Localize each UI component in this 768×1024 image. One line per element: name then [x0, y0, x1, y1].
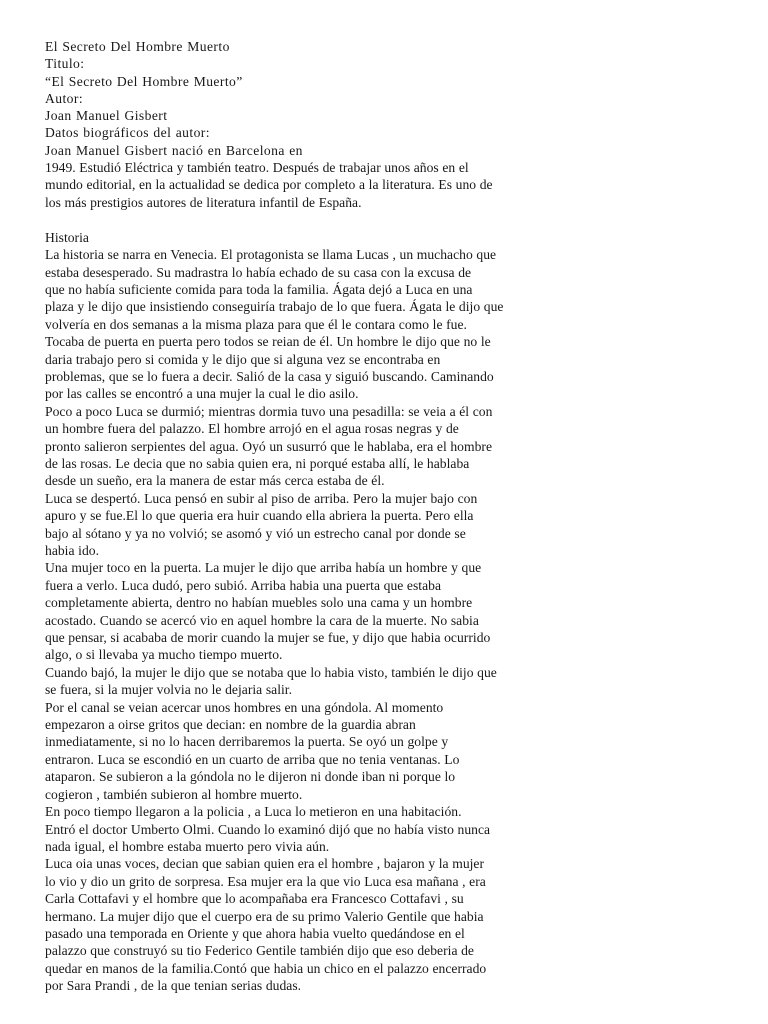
text-line: Carla Cottafavi y el hombre que lo acompañaba era Francesco Cottafavi , su	[45, 891, 464, 907]
text-line: Cuando bajó, la mujer le dijo que se notaba que lo habia visto, también le dijo que	[45, 664, 497, 680]
text-line: Poco a poco Luca se durmió; mientras dormia tuvo una pesadilla: se veia a él con	[45, 403, 493, 419]
text-line: La historia se narra en Venecia. El protagonista se llama Lucas , un muchacho que	[45, 247, 497, 263]
text-line: volvería en dos semanas a la misma plaza para que él le contara como le fue.	[45, 316, 467, 332]
text-line: algo, o si llevaba ya mucho tiempo muerto.	[45, 647, 283, 663]
document-text-body	[45, 38, 590, 995]
text-line: estaba desesperado. Su madrastra lo había echado de su casa con la excusa de	[45, 264, 472, 280]
text-line: Luca oia unas voces, decian que sabian quien era el hombre , bajaron y la mujer	[45, 856, 485, 872]
bio-line-1: Joan Manuel Gisbert nació en Barcelona en	[45, 142, 303, 158]
text-line: acostado. Cuando se acercó vio en aquel hombre la cara de la muerte. No sabia	[45, 612, 479, 628]
story-paragraph	[45, 803, 590, 855]
label-titulo: Titulo:	[45, 56, 85, 72]
story-paragraph	[45, 333, 590, 403]
story-paragraph	[45, 490, 590, 560]
text-line: pasado una temporada en Oriente y que ahora habia vuelto quedándose en el	[45, 925, 465, 941]
text-line: completamente abierta, dentro no habían muebles solo una cama y un hombre	[45, 595, 473, 611]
paragraph-spacer	[45, 211, 590, 228]
text-line: palazzo que construyó su tio Federico Gentile también dijo que eso deberia de	[45, 943, 474, 959]
text-line: bajo al sótano y ya no volvió; se asomó y vió un estrecho canal por donde se	[45, 525, 466, 541]
text-line: En poco tiempo llegaron a la policia , a Luca lo metieron en una habitación.	[45, 804, 462, 820]
biography-paragraph	[45, 159, 590, 211]
label-datos-biograficos: Datos biográficos del autor:	[45, 125, 210, 141]
text-line: nada igual, el hombre estaba muerto pero vivia aún.	[45, 838, 330, 854]
title-metadata-block	[45, 38, 590, 159]
text-line: de las rosas. Le decia que no sabia quien era, ni porqué estaba allí, le hablaba	[45, 455, 470, 471]
value-autor: Joan Manuel Gisbert	[45, 108, 168, 124]
text-line: por las calles se encontró a una mujer la cual le dio asilo.	[45, 386, 359, 402]
text-line: los más prestigios autores de literatura infantil de España.	[45, 194, 362, 210]
text-line: inmediatamente, si no lo hacen derribaremos la puerta. Se oyó un golpe y	[45, 734, 449, 750]
text-line: Una mujer toco en la puerta. La mujer le dijo que arriba había un hombre y que	[45, 560, 482, 576]
story-paragraph	[45, 699, 590, 803]
text-line: Entró el doctor Umberto Olmi. Cuando lo examinó dijó que no había visto nunca	[45, 821, 491, 837]
text-line: empezaron a oirse gritos que decian: en nombre de la guardia abran	[45, 717, 416, 733]
story-paragraph	[45, 664, 590, 699]
text-line: Luca se despertó. Luca pensó en subir al piso de arriba. Pero la mujer bajo con	[45, 490, 478, 506]
text-line: un hombre fuera del palazzo. El hombre arrojó en el agua rosas negras y de	[45, 421, 459, 437]
text-line: fuera a verlo. Luca dudó, pero subió. Arriba habia una puerta que estaba	[45, 577, 442, 593]
text-line: 1949. Estudió Eléctrica y también teatro. Después de trabajar unos años en el	[45, 160, 469, 176]
text-line: entraron. Luca se escondió en un cuarto de arriba que no tenia ventanas. Lo	[45, 751, 460, 767]
text-line: mundo editorial, en la actualidad se dedica por completo a la literatura. Es uno de	[45, 177, 493, 193]
text-line: hermano. La mujer dijo que el cuerpo era de su primo Valerio Gentile que habia	[45, 908, 484, 924]
text-line: lo vio y dio un grito de sorpresa. Esa mujer era la que vio Luca esa mañana , era	[45, 873, 486, 889]
story-paragraph	[45, 403, 590, 490]
story-paragraph	[45, 246, 590, 333]
text-line: apuro y se fue.El lo que queria era huir cuando ella abriera la puerta. Pero ella	[45, 508, 474, 524]
value-titulo: “El Secreto Del Hombre Muerto”	[45, 73, 243, 89]
text-line: que no había suficiente comida para toda la familia. Ágata dejó a Luca en una	[45, 281, 473, 297]
text-line: plaza y le dijo que insistiendo conseguiría trabajo de lo que fuera. Ágata le dijo que	[45, 299, 504, 315]
text-line: problemas, que se lo fuera a decir. Salió de la casa y siguió buscando. Caminando	[45, 368, 494, 384]
text-line: desde un sueño, era la manera de estar más cerca estaba de él.	[45, 473, 385, 489]
story-paragraph	[45, 559, 590, 663]
text-line: pronto salieron serpientes del agua. Oyó un susurró que le hablaba, era el hombre	[45, 438, 493, 454]
text-line: se fuera, si la mujer volvia no le dejaria salir.	[45, 682, 293, 698]
document-title: El Secreto Del Hombre Muerto	[45, 39, 230, 54]
section-heading-historia: Historia	[45, 229, 89, 245]
text-line: daria trabajo pero si comida y le dijo que si alguna vez se encontraba en	[45, 351, 441, 367]
text-line: por Sara Prandi , de la que tenian serias dudas.	[45, 978, 302, 994]
text-line: Por el canal se veian acercar unos hombres en una góndola. Al momento	[45, 699, 444, 715]
story-paragraph	[45, 855, 590, 994]
text-line: quedar en manos de la familia.Contó que habia un chico en el palazzo encerrado	[45, 960, 487, 976]
text-line: habia ido.	[45, 543, 100, 558]
text-line: Tocaba de puerta en puerta pero todos se reian de él. Un hombre le dijo que no le	[45, 334, 491, 350]
text-line: ataparon. Se subieron a la góndola no le dijeron ni donde iban ni porque lo	[45, 769, 456, 785]
text-line: cogieron , también subieron al hombre muerto.	[45, 786, 303, 802]
label-autor: Autor:	[45, 90, 84, 106]
text-line: que pensar, si acababa de morir cuando la mujer se fue, y dijo que habia ocurrido	[45, 630, 491, 646]
